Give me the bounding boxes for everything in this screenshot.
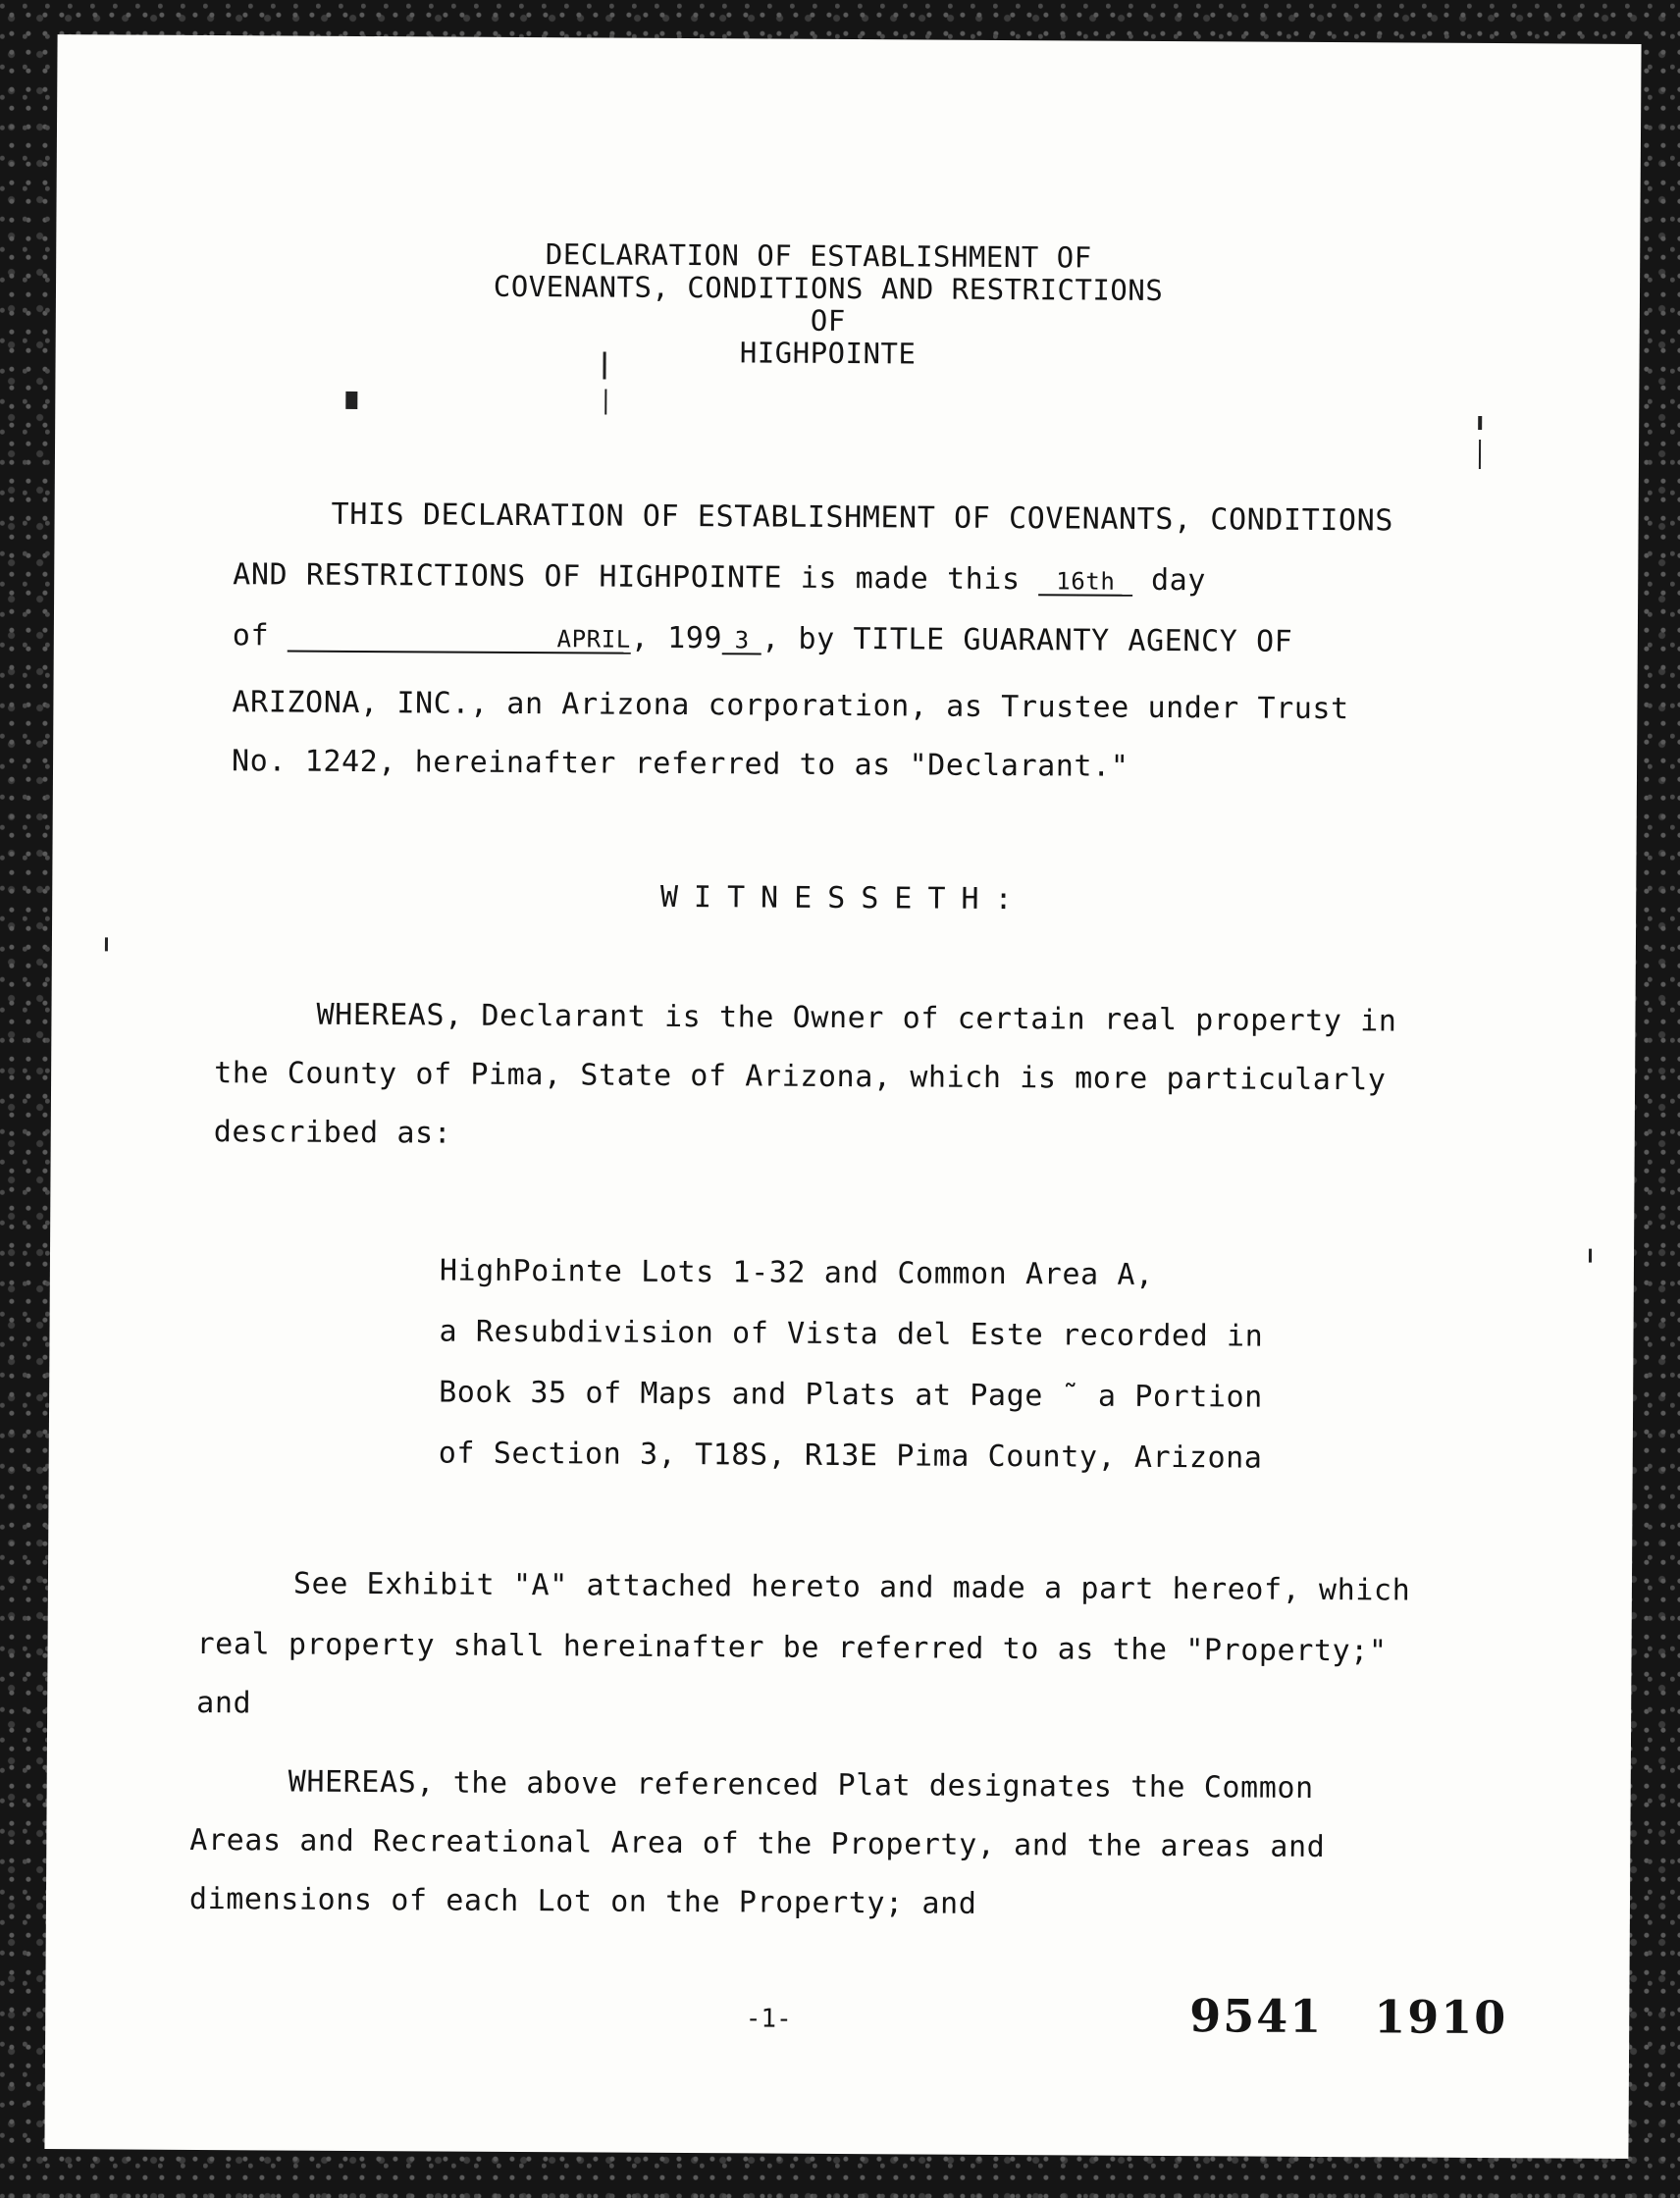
exhibit-line-1: See Exhibit "A" attached hereto and made a part hereof, which [292, 1566, 1411, 1608]
preamble-line-4: ARIZONA, INC., an Arizona corporation, as Trustee under Trust [232, 685, 1349, 727]
recording-stamp [1189, 1989, 1507, 2044]
title-line-3: OF [810, 303, 846, 339]
title-line-1: DECLARATION OF ESTABLISHMENT OF [545, 237, 1092, 275]
scan-mark [1479, 440, 1481, 469]
exhibit-line-3: and [196, 1685, 252, 1721]
preamble-line-3 [233, 618, 1293, 659]
scan-mark [603, 351, 605, 379]
stamp-docket-number: 9541 [1189, 1989, 1324, 2044]
scan-mark [1478, 416, 1482, 430]
property-description-line-1: HighPointe Lots 1-32 and Common Area A, [439, 1253, 1154, 1292]
preamble-line-2 [233, 557, 1206, 598]
whereas-2-line-1: WHEREAS, the above referenced Plat designates the Common [288, 1764, 1314, 1806]
preamble-line-3-text: , by TITLE GUARANTY AGENCY OF [761, 621, 1293, 659]
whereas-1-line-1: WHEREAS, Declarant is the Owner of certain real property in [316, 997, 1397, 1039]
property-description-line-4: of Section 3, T18S, R13E Pima County, Arizona [438, 1436, 1263, 1476]
preamble-line-2-text: AND RESTRICTIONS OF HIGHPOINTE is made this [233, 557, 1021, 598]
preamble-line-1: THIS DECLARATION OF ESTABLISHMENT OF COVENANTS, CONDITIONS [331, 497, 1394, 539]
document-title [56, 236, 1641, 375]
scan-mark [1589, 1249, 1592, 1263]
preamble-of-word: of [232, 618, 270, 654]
scan-mark [345, 392, 357, 409]
scan-mark [604, 390, 606, 415]
year-prefix: , 199 [630, 620, 723, 656]
document-page [44, 34, 1641, 2159]
page-number: -1- [745, 2004, 792, 2034]
property-description-line-2: a Resubdivision of Vista del Este recorded in [439, 1314, 1264, 1354]
day-field: 16th [1038, 568, 1132, 597]
exhibit-line-2: real property shall hereinafter be referred to as the "Property;" [196, 1626, 1388, 1669]
preamble-line-2-day-word: day [1150, 562, 1207, 599]
whereas-1-line-2: the County of Pima, State of Arizona, which is more particularly [214, 1056, 1387, 1098]
witnesseth-heading: WITNESSETH: [659, 879, 1028, 917]
property-description-line-3: Book 35 of Maps and Plats at Page ˜ a Portion [439, 1375, 1264, 1415]
title-line-2: COVENANTS, CONDITIONS AND RESTRICTIONS [493, 269, 1164, 307]
scan-mark [105, 937, 108, 951]
year-digit-field: 3 [722, 627, 761, 654]
month-field: APRIL [288, 625, 631, 654]
stamp-page-number: 1910 [1374, 1990, 1508, 2045]
whereas-2-line-2: Areas and Recreational Area of the Property, and the areas and [189, 1822, 1326, 1865]
preamble-line-5: No. 1242, hereinafter referred to as "Declarant." [231, 744, 1129, 784]
whereas-1-line-3: described as: [213, 1115, 452, 1151]
whereas-2-line-3: dimensions of each Lot on the Property; and [188, 1881, 977, 1921]
title-line-4: HIGHPOINTE [739, 336, 917, 371]
